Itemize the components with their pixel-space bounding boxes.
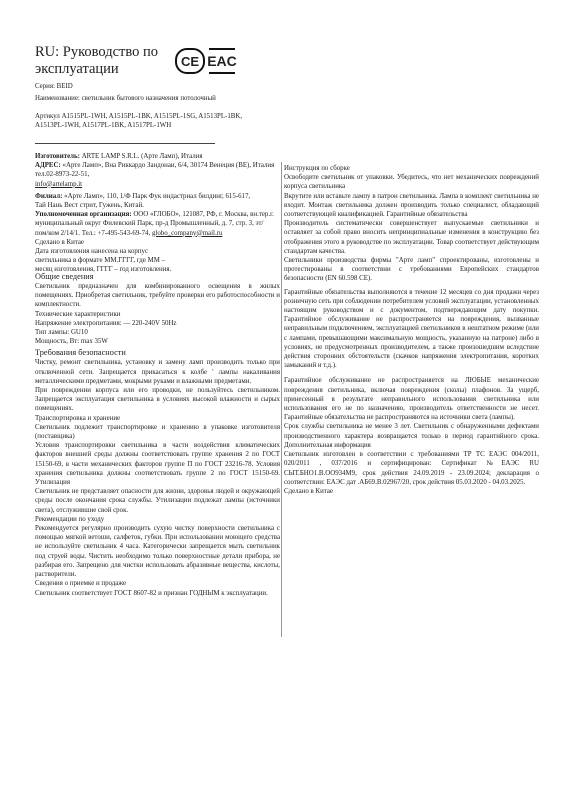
series: Серия: BEID: [35, 83, 73, 90]
warranty-text-2: Светильники производства фирмы "Арте ламп" спроектированы, изготовлены и протестированы в соответствии с требованиями Европейских стандартов безопасности (EN 60.598 СЕ).: [284, 257, 539, 283]
page-title: RU: Руководство по эксплуатации: [35, 44, 159, 77]
care-text: Рекомендуется регулярно производить сухую чистку поверхности светильника с помощью мягкой ветоши, салфеток, губки. При использовании моющего средства не используйте светильник 4 часа. Категорически запрещается мыть светильник под струей воды. Чистить необходимо только поверхностные детали прибора, не разбирая его. Запрещено для чистки использовать абразивные вещества, кислоты, растворители.: [35, 525, 280, 579]
warranty-text-3: Гарантийные обязательства выполняются в течение 12 месяцев со дня продажи через розничную сеть при соблюдении потребителем условий эксплуатации, установленных настоящим руководством и с документом, подтверждающим дату покупки. Гарантийное обслуживание не распространяется на повреждения, вызванные неправильным подключением, эксплуатацией светильников в нештатном режиме (или с лампами, превышающими максимальную мощность, указанную на патроне) либо в условиях, не предусмотренных производителем, а также произошедшим вследствие действия сторонних обстоятельств (скачков напряжения электропитания, коротких замыканий и т.д.).: [284, 288, 539, 370]
assembly-heading: Инструкция по сборке: [284, 165, 350, 172]
assembly-text: Освободите светильник от упаковки. Убедитесь, что нет механических повреждений корпуса светильника: [284, 174, 539, 191]
branch-label: Филиал:: [35, 192, 63, 200]
certification-marks: [175, 48, 235, 74]
manufacturer-label: Изготовитель:: [35, 153, 80, 160]
acceptance-text: Светильник соответствует ГОСТ 8607-82 и признан ГОДНЫМ к эксплуатации.: [35, 589, 268, 597]
article-numbers: Артикул A1515PL-1WH, A1515PL-1BK, A1515PL-1SG, A1513PL-1BK, A1513PL-1WH, A1517PL-1BK, A1517PL-1WH: [35, 113, 243, 130]
branch-text: «Арте Ламп», 110, 1/Ф Парк Фук индастриал билдинг, 615-617,: [64, 192, 251, 200]
tech-heading: Технические характеристики: [35, 310, 121, 318]
manufacturer-section: [35, 152, 275, 275]
warranty-text-4: Гарантийное обслуживание не распространяется на ЛЮБЫЕ механические повреждения светильника, включая повреждения (сколы) плафонов. За ущерб, принесенный в результате неправильного использования светильника или использования его не по назначению, производитель ответственности не несет. Гарантийные обязательства не распространяются на источники света (лампы).: [284, 377, 539, 422]
lamp-type: Тип лампы: GU10: [35, 329, 88, 337]
authorized-label: Уполномоченная организация:: [35, 211, 132, 219]
eac-mark-icon: EAC: [209, 48, 235, 74]
product-name: Наименование: светильник бытового назначения потолочный: [35, 95, 216, 102]
acceptance-heading: Сведения о приемке и продаже: [35, 580, 127, 588]
assembly-text-2: Вкрутите или вставьте лампу в патрон светильника. Лампа в комплект светильника не входит. Монтаж светильника должен производить только специалист, обладающий соответствующей квалификацией. Гарантийные обязательства: [284, 192, 539, 219]
safety-heading: Требования безопасности: [35, 348, 126, 358]
voltage: Напряжение электропитания: — 220-240V 50Hz: [35, 319, 177, 327]
warranty-text-5: Срок службы светильника не менее 3 лет. Светильник с обнаруженными дефектами производственного характера возвращается только в период гарантийного срока. Дополнительная информация: [284, 423, 539, 449]
left-column: [35, 270, 280, 598]
care-heading: Рекомендации по уходу: [35, 515, 105, 523]
manufacturer-name: ARTE LAMP S.R.L. (Арте Ламп), Италия: [81, 153, 203, 160]
warranty-text-1: Производитель систематически совершенствует выпускаемые светильники и оставляет за собой право вносить непринципиальные изменения в конструкцию без отображения этого в руководстве по эксплуатации. Товар соответствует действующим стандартам качества.: [284, 220, 539, 255]
made-in-china: Сделано в Китае: [35, 238, 84, 246]
transport-heading: Транспортировка и хранение: [35, 414, 121, 422]
transport-text-1: Светильник подлежит транспортировке и хранению в упаковке изготовителя (поставщика): [35, 423, 280, 441]
date-line-2: светильника в формате ММ.ГГГГ, где ММ –: [35, 257, 165, 265]
manufacturer-email-link[interactable]: info@artelamp.it: [35, 180, 83, 188]
right-column: [284, 164, 539, 496]
power: Мощность, Вт: max 35W: [35, 338, 108, 346]
manufacturer-address: «Арте Ламп», Вна Риккардо Зандонаи, 6/4, 30174 Венеция (ВЕ), Италия тел.02-8973-22-51,: [35, 162, 275, 179]
date-line-3: месяц изготовления, ГГГГ – год изготовления.: [35, 266, 172, 274]
ce-mark-icon: CE: [175, 48, 205, 74]
authorized-text: ООО «ГЛОБО», 121087, РФ, г. Москва, вн.тер.г. муниципальный округ Филевский Парк, пр-д Промышленный, д. 7, стр. 3, эт/пом/ком 2/14/1. Тел.: +7-495-543-69-74,: [35, 211, 274, 237]
safety-text-1: Чистку, ремонт светильника, установку и замену ламп производить только при отключенной сети. Запрещается прикасаться к колбе ' лампы накаливания металлическими предметами, мокрыми руками и влажными предметами.: [35, 359, 280, 385]
date-line-1: Дата изготовления нанесена на корпус: [35, 248, 149, 256]
general-text: Светильник предназначен для комбинированного освещения в жилых помещениях. Приобретая светильник, требуйте проверки его работоспособности и комплектности.: [35, 283, 280, 309]
divider-line: [35, 143, 215, 144]
certification-text: Светильник изготовлен в соответствии с требованиями ТР ТС ЕАЭС 004/2011, 020/2011 , 037/2016 и сертифицирован: Сертификат №ЕАЭС RU СЫТ.БНО1.В.ОО934М9, срок действия 24.09.2019 - 23.09.2024; декларация о соответствии: ЕАЭС дат .АБ69.В.02967/20, срок действия 05.03.2020 - 04.03.2025.: [284, 451, 539, 486]
utilization-text: Светильник не представляет опасности для жизни, здоровья людей и окружающей среды после окончания срока службы. Утилизации подлежат лампы (источники света), отслужившие свой срок.: [35, 488, 280, 514]
transport-text-2: Условия транспортировки светильника в части воздействия климатических факторов внешней среды должны соответствовать группе хранения 2 по ГОСТ 15150-69, в части механических факторов группе П по ГОСТ 23216-78. Условия хранения светильника должны соответствовать группе 2 по ГОСТ 15150-69. Утилизация: [35, 442, 280, 487]
branch-text-2: Тай Нань Вест стрит, Гужень, Китай.: [35, 202, 144, 210]
authorized-email-link[interactable]: globo_company@mail.ru: [151, 229, 223, 237]
column-divider: [281, 162, 282, 637]
address-label: АДРЕС:: [35, 162, 61, 170]
general-heading: Общие сведения: [35, 272, 94, 281]
safety-text-2: При повреждении корпуса или его проводки, не пользуйтесь светильником. Запрещается эксплуатация светильника в условиях высокой влажности и сырых помещениях.: [35, 387, 280, 413]
made-in-china-right: Сделано в Китае: [284, 487, 333, 495]
